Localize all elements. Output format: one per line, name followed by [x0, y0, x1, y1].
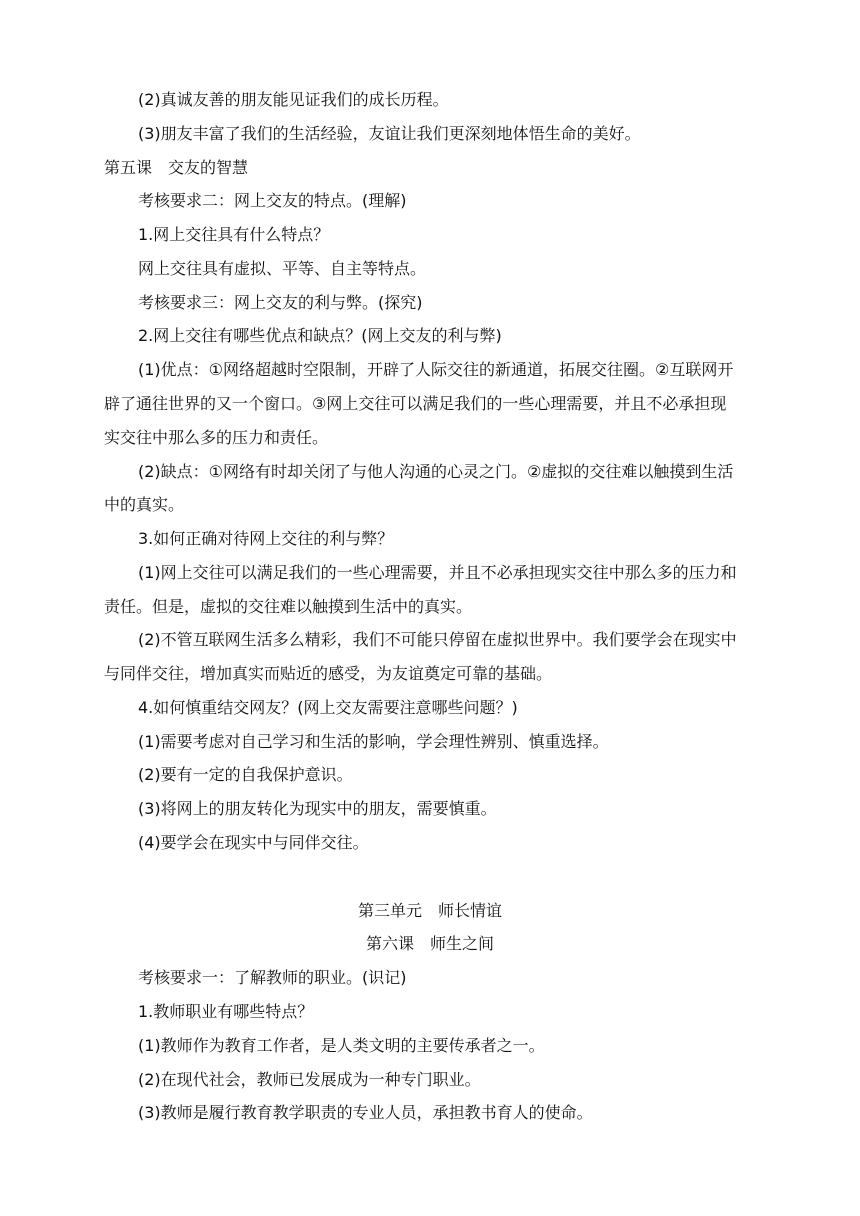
question-line: 1.教师职业有哪些特点？ — [138, 1002, 314, 1021]
paragraph-line: (4)要学会在现实中与同伴交往。 — [138, 833, 369, 852]
paragraph-line: 网上交往具有虚拟、平等、自主等特点。 — [138, 259, 427, 278]
question-line: 4.如何慎重结交网友？(网上交友需要注意哪些问题？) — [138, 698, 518, 717]
paragraph-line: 责任。但是，虚拟的交往难以触摸到生活中的真实。 — [104, 597, 473, 616]
paragraph-line: (1)教师作为教育工作者，是人类文明的主要传承者之一。 — [138, 1036, 545, 1055]
paragraph-line: (2)要有一定的自我保护意识。 — [138, 765, 353, 784]
paragraph-line: (3)教师是履行教育教学职责的专业人员，承担教书育人的使命。 — [138, 1103, 593, 1122]
paragraph-line: (1)需要考虑对自己学习和生活的影响，学会理性辨别、慎重选择。 — [138, 732, 609, 751]
paragraph-line: (2)在现代社会，教师已发展成为一种专门职业。 — [138, 1070, 481, 1089]
requirement-heading: 考核要求二：网上交友的特点。(理解) — [138, 191, 407, 210]
paragraph-line: 与同伴交往，增加真实而贴近的感受，为友谊奠定可靠的基础。 — [104, 664, 553, 683]
unit-heading: 第三单元 师长情谊 — [357, 901, 502, 920]
paragraph-line: 实交往中那么多的压力和责任。 — [104, 428, 329, 447]
paragraph-line: (2)缺点：①网络有时却关闭了与他人沟通的心灵之门。②虚拟的交往难以触摸到生活 — [138, 462, 734, 481]
lesson-heading: 第五课 交友的智慧 — [104, 158, 249, 177]
paragraph-line: (3)朋友丰富了我们的生活经验，友谊让我们更深刻地体悟生命的美好。 — [138, 124, 641, 143]
paragraph-line: (2)不管互联网生活多么精彩，我们不可能只停留在虚拟世界中。我们要学会在现实中 — [138, 630, 737, 649]
paragraph-line: (2)真诚友善的朋友能见证我们的成长历程。 — [138, 90, 449, 109]
question-line: 1.网上交往具有什么特点？ — [138, 225, 330, 244]
requirement-heading: 考核要求一：了解教师的职业。(识记) — [138, 968, 407, 987]
question-line: 3.如何正确对待网上交往的利与弊？ — [138, 529, 394, 548]
requirement-heading: 考核要求三：网上交友的利与弊。(探究) — [138, 293, 423, 312]
paragraph-line: (3)将网上的朋友转化为现实中的朋友，需要慎重。 — [138, 799, 497, 818]
paragraph-line: (1)优点：①网络超越时空限制，开辟了人际交往的新通道，拓展交往圈。②互联网开 — [138, 360, 734, 379]
question-line: 2.网上交往有哪些优点和缺点？(网上交友的利与弊) — [138, 326, 502, 345]
paragraph-line: (1)网上交往可以满足我们的一些心理需要，并且不必承担现实交往中那么多的压力和 — [138, 563, 737, 582]
lesson-heading: 第六课 师生之间 — [365, 934, 494, 953]
paragraph-line: 辟了通往世界的又一个窗口。③网上交往可以满足我们的一些心理需要，并且不必承担现 — [104, 394, 727, 413]
paragraph-line: 中的真实。 — [104, 495, 185, 514]
